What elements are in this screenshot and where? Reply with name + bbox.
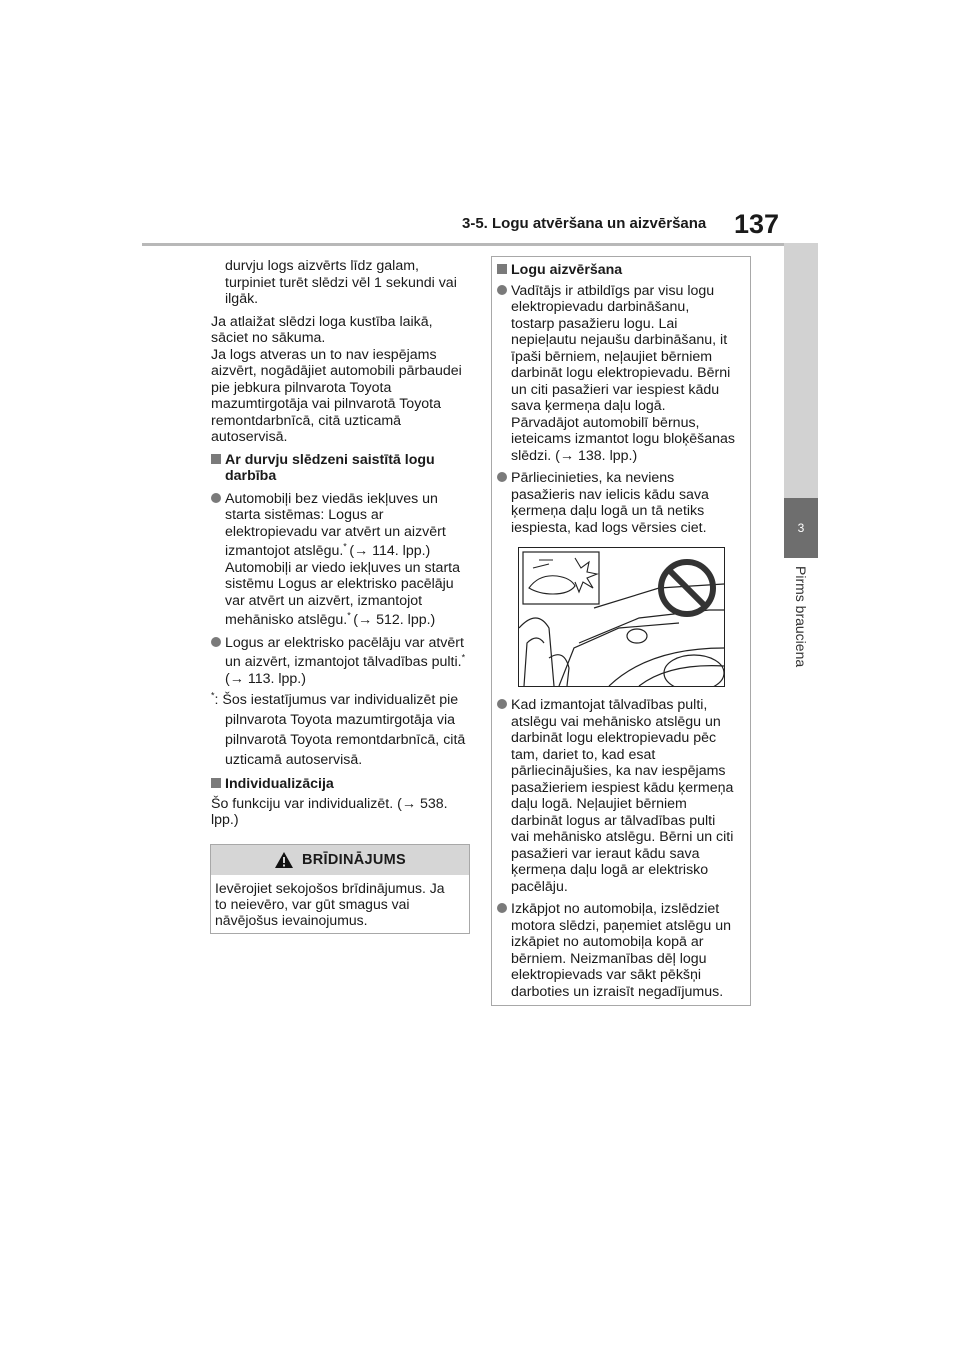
- window-pinch-illustration: [518, 547, 725, 687]
- warning-box: [210, 844, 470, 934]
- warning-title: BRĪDINĀJUMS: [302, 852, 406, 868]
- paragraph: [211, 314, 473, 446]
- page-number: 137: [734, 209, 780, 239]
- text-line: Ja atlaižat slēdzi loga kustība laikā,: [211, 313, 433, 330]
- right-column-bottom: [497, 697, 747, 1000]
- car-interior-drawing: [519, 548, 724, 686]
- bullet-icon: [211, 493, 221, 503]
- text-line: Ja logs atveras un to nav iespējams: [211, 346, 437, 363]
- bullet-item: Logus ar elektrisko pacēlāju var atvērt un aizvērt, izmantojot tālvadības pulti.* (→ 113. lpp.): [211, 635, 473, 688]
- square-bullet-icon: [211, 454, 221, 464]
- bullet-item: Kad izmantojat tālvadības pulti, atslēgu vai mehānisko atslēgu un darbināt logu elektropievadu pēc tam, dariet to, kad esat pārliecinājušies, ka nav iespējams pasažieriem iespiest kādu ķermeņa daļu logā. Neļaujiet bērniem darbināt logus ar tālvadības pulti vai mehānisko atslēgu. Bērni un citi pasažieri var ieraut kādu sava ķermeņa daļu logā ar elektrisko pacēlāju.: [497, 697, 747, 895]
- left-column: [211, 258, 473, 829]
- text-line: mazumtirgotāja vai pilnvarotā Toyota: [211, 396, 442, 412]
- header-rule: [142, 243, 818, 246]
- right-column-top: [497, 262, 747, 536]
- subsection-heading: Logu aizvēršana: [497, 262, 747, 279]
- footnote: *: Šos iestatījumus var individualizēt pie pilnvarota Toyota mazumtirgotāja via pilnvarotā Toyota remontdarbnīcā, citā uzticamā autoservisā.: [211, 690, 466, 768]
- text-line: turpiniet turēt slēdzi vēl 1 sekundi vai: [225, 274, 457, 291]
- section-title: 3-5. Logu atvēršana un aizvēršana: [462, 215, 707, 232]
- text-line: pie jebkura pilnvarota Toyota: [211, 379, 392, 396]
- text-line: autoservisā.: [211, 429, 288, 445]
- square-bullet-icon: [497, 264, 507, 274]
- text-line: remontdarbnīcā, citā uzticamā: [211, 412, 402, 429]
- text-line: ilgāk.: [225, 291, 259, 307]
- bullet-icon: [497, 699, 507, 709]
- side-tab-rule: [784, 243, 818, 498]
- chapter-label: Pirms brauciena: [793, 566, 809, 668]
- bullet-icon: [497, 285, 507, 295]
- bullet-icon: [497, 472, 507, 482]
- prohibition-icon: [661, 562, 713, 614]
- bullet-item: Izkāpjot no automobiļa, izslēdziet motora slēdzi, paņemiet atslēgu un izkāpiet no automobiļa kopā ar bērniem. Neizmanības dēļ logu elektropievads var sākt pēkšņi darboties un izraisīt negadījumus.: [497, 901, 747, 1000]
- bullet-icon: [497, 903, 507, 913]
- paragraph: Šo funkciju var individualizēt. (→ 538. lpp.): [211, 795, 448, 828]
- bullet-item: Vadītājs ir atbildīgs par visu logu elektropievadu darbināšanu, tostarp pasažieru logu. Lai nepieļautu nejaušu darbināšanu, it īpaši bērniem, neļaujiet bērniem darbināt logu elektropievadu. Bērni un citi pasažieri var iespiest kādu sava ķermeņa daļu logā. Pārvadājot automobilī bērnus, ieteicams izmantot logu bloķēšanas slēdzi. (→ 138. lpp.): [497, 283, 747, 465]
- warning-triangle-icon: [274, 851, 294, 869]
- text-line: sāciet no sākuma.: [211, 330, 326, 346]
- subsection-heading: Individualizācija: [211, 776, 473, 793]
- square-bullet-icon: [211, 778, 221, 788]
- text-line: aizvērt, nogādājiet automobili pārbaudei: [211, 363, 462, 379]
- warning-text: Ievērojiet sekojošos brīdinājumus. Ja to neievēro, var gūt smagus vai nāvējošus ievainojumus.: [215, 880, 445, 928]
- bullet-item: Pārliecinieties, ka neviens pasažieris nav ielicis kādu sava ķermeņa daļu logā un tā netiks iespiesta, kad logs vērsies ciet.: [497, 470, 747, 536]
- subsection-heading: Ar durvju slēdzeni saistītā logu darbība: [211, 452, 473, 485]
- bullet-icon: [211, 637, 221, 647]
- chapter-tab: 3: [784, 498, 818, 558]
- bullet-item: Automobiļi bez viedās iekļuves un starta sistēmas: Logus ar elektropievadu var atvērt un aizvērt izmantojot atslēgu.* (→ 114. lpp.) Automobiļi ar viedo iekļuves un starta sistēmu Logus ar elektrisko pacēlāju var atvērt un aizvērt, izmantojot mehānisko atslēgu.* (→ 512. lpp.): [211, 491, 473, 629]
- continued-text: [211, 258, 473, 308]
- warning-header: [211, 845, 469, 875]
- text-line: durvju logs aizvērts līdz galam,: [225, 258, 419, 274]
